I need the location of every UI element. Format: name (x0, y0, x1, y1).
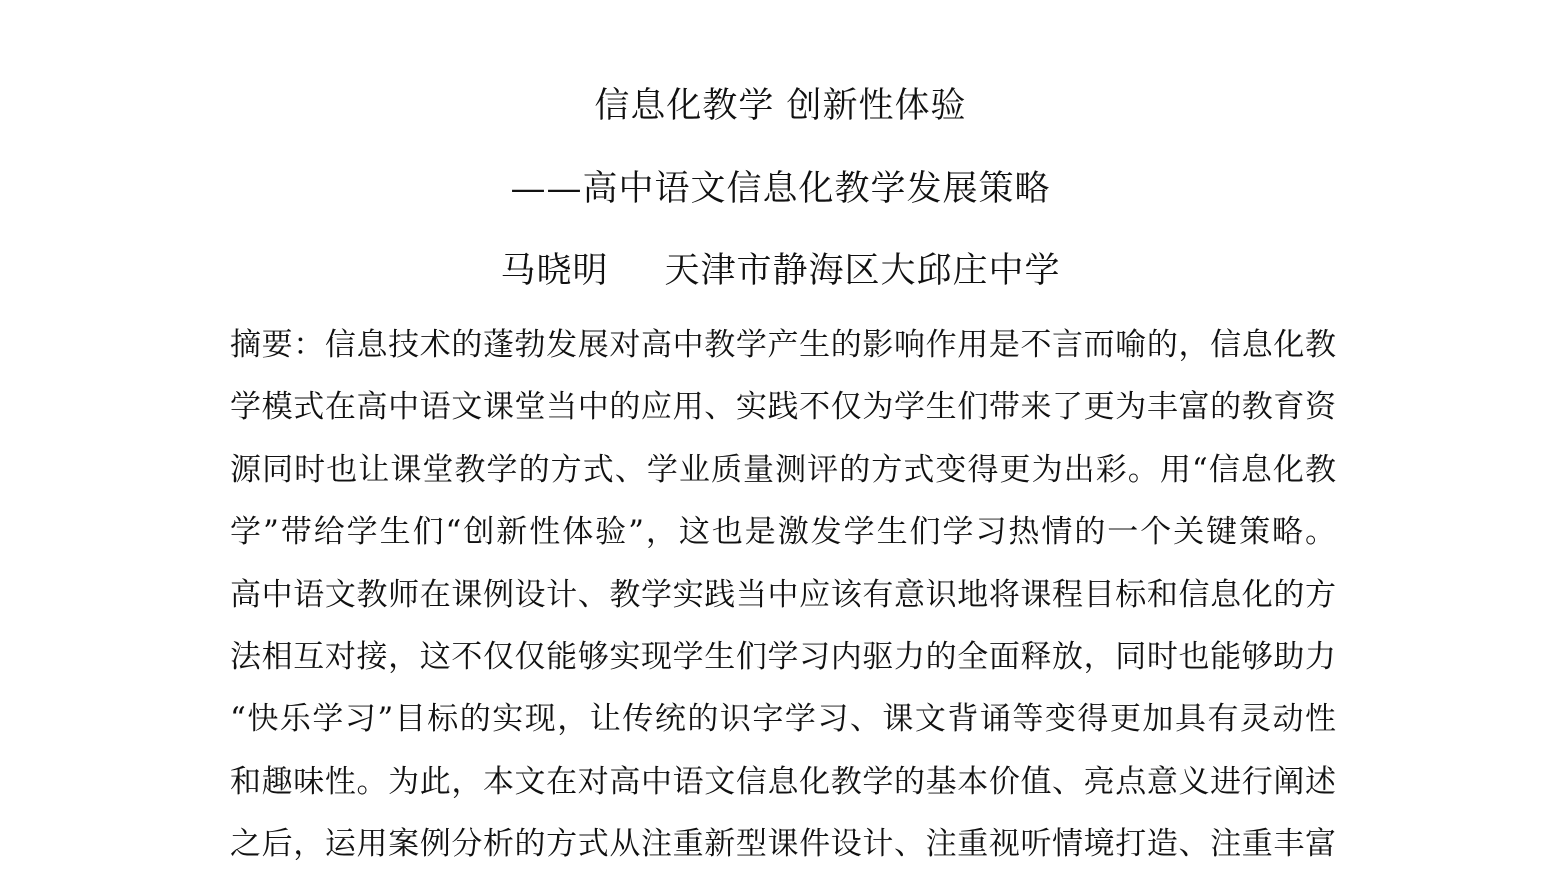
abstract-line: 和趣味性。为此，本文在对高中语文信息化教学的基本价值、亮点意义进行阐述 (230, 763, 1336, 800)
abstract-line: 高中语文教师在课例设计、教学实践当中应该有意识地将课程目标和信息化的方 (230, 576, 1336, 613)
author-line (6, 249, 1549, 293)
abstract-line: 摘要：信息技术的蓬勃发展对高中教学产生的影响作用是不言而喻的，信息化教 (230, 327, 1336, 363)
paper-subtitle: ——高中语文信息化教学发展策略 (510, 169, 1051, 209)
abstract-line: 法相互对接，这不仅仅能够实现学生们学习内驱力的全面释放，同时也能够助力 (230, 638, 1336, 675)
abstract-line: 之后，运用案例分析的方式从注重新型课件设计、注重视听情境打造、注重丰富 (230, 826, 1336, 863)
author-affiliation: 天津市静海区大邱庄中学 (664, 251, 1061, 291)
abstract-line: “快乐学习”目标的实现，让传统的识字学习、课文背诵等变得更加具有灵动性 (230, 701, 1336, 738)
author-name: 马晓明 (500, 251, 609, 291)
abstract-line: 源同时也让课堂教学的方式、学业质量测评的方式变得更为出彩。用“信息化教 (230, 451, 1336, 488)
abstract-line: 学模式在高中语文课堂当中的应用、实践不仅为学生们带来了更为丰富的教育资 (230, 389, 1336, 426)
paper-title: 信息化教学 创新性体验 (594, 86, 967, 126)
abstract-paragraph (230, 322, 1336, 884)
abstract-line: 学”带给学生们“创新性体验”，这也是激发学生们学习热情的一个关键策略。 (230, 514, 1336, 551)
